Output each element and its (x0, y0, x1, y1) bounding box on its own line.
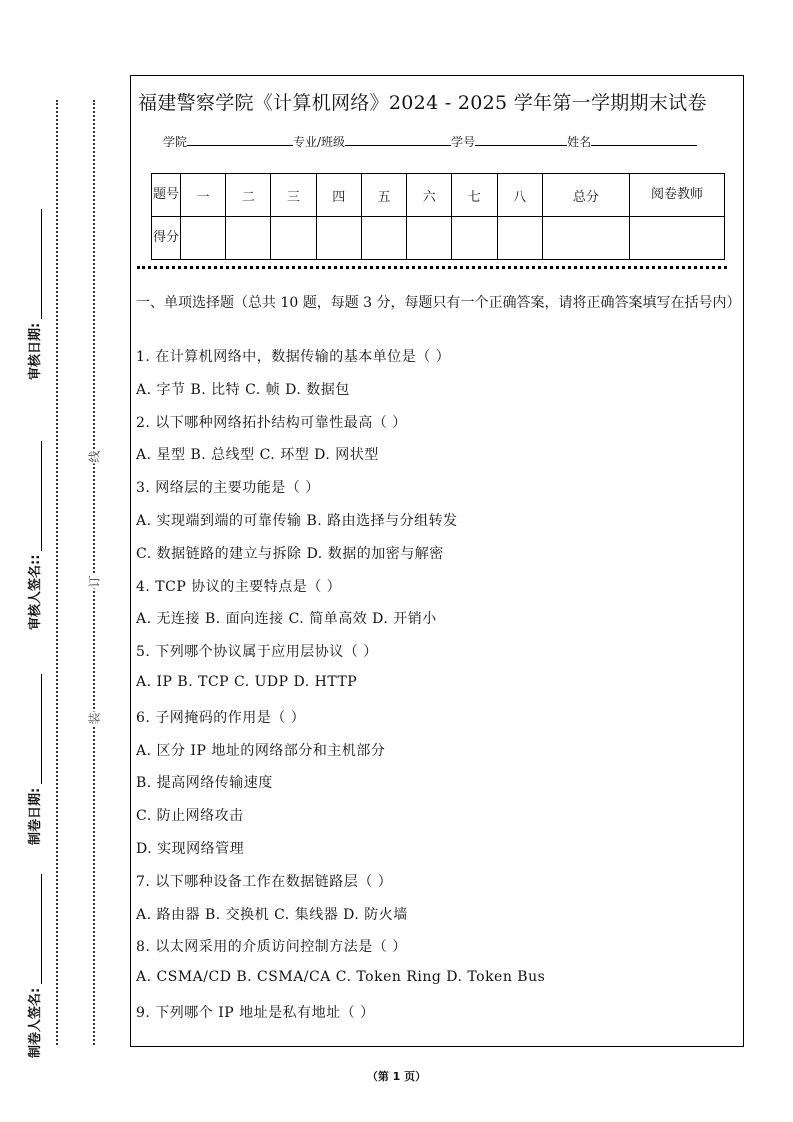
margin-dotted-line-outer (56, 100, 58, 1045)
student-id-field[interactable] (475, 133, 567, 146)
major-field[interactable] (345, 133, 451, 146)
col-3: 三 (271, 174, 316, 217)
question-options: A. 字节 B. 比特 C. 帧 D. 数据包 (136, 381, 350, 398)
score-cell-6[interactable] (407, 217, 452, 260)
score-cell-2[interactable] (226, 217, 271, 260)
col-2: 二 (226, 174, 271, 217)
student-id-label: 学号 (451, 135, 476, 149)
college-label: 学院 (163, 135, 188, 149)
section-1-heading: 一、单项选择题（总共 10 题，每题 3 分，每题只有一个正确答案，请将正确答案填写在括号内） (136, 295, 741, 311)
page-footer: （第 1 页） (366, 1070, 427, 1083)
maker-sign-text: 制卷人签名: (28, 987, 43, 1058)
col-1: 一 (181, 174, 226, 217)
student-info-row (163, 133, 723, 150)
question-options: C. 防止网络攻击 (136, 808, 244, 825)
review-date-line (29, 209, 42, 319)
score-cell-7[interactable] (452, 217, 497, 260)
question-stem: 6. 子网掩码的作用是（ ） (136, 709, 306, 726)
reviewer-sign-line (29, 441, 42, 551)
question-stem: 7. 以下哪种设备工作在数据链路层（ ） (136, 873, 393, 890)
col-5: 五 (361, 174, 406, 217)
row-label-question-no: 题号 (152, 174, 181, 217)
question-options: C. 数据链路的建立与拆除 D. 数据的加密与解密 (136, 545, 444, 562)
question-options: A. 路由器 B. 交换机 C. 集线器 D. 防火墙 (136, 906, 408, 923)
question-options: A. 区分 IP 地址的网络部分和主机部分 (136, 742, 386, 759)
review-date-label (26, 140, 46, 380)
row-label-score: 得分 (152, 217, 181, 260)
review-date-text: 审核日期: (28, 322, 43, 380)
binding-char-xian: 线 (87, 450, 102, 463)
maker-sign-line (29, 874, 42, 984)
question-options: A. IP B. TCP C. UDP D. HTTP (136, 674, 358, 690)
question-options: B. 提高网络传输速度 (136, 775, 273, 792)
made-date-label (26, 605, 46, 845)
col-reviewer: 阅卷教师 (630, 174, 725, 217)
score-cell-3[interactable] (271, 217, 316, 260)
score-table-header-row (152, 174, 725, 217)
question-options: A. CSMA/CD B. CSMA/CA C. Token Ring D. Token Bus (136, 969, 546, 986)
binding-dotted-line (93, 100, 95, 1045)
binding-char-zhuang: 装 (87, 712, 102, 725)
maker-sign-label (26, 818, 46, 1058)
col-6: 六 (407, 174, 452, 217)
name-field[interactable] (591, 133, 697, 146)
col-total: 总分 (542, 174, 629, 217)
reviewer-sign-text: 审核人签名:: (28, 554, 43, 630)
made-date-line (29, 674, 42, 784)
question-stem: 9. 下列哪个 IP 地址是私有地址（ ） (136, 1005, 375, 1021)
col-7: 七 (452, 174, 497, 217)
exam-title: 福建警察学院《计算机网络》2024 - 2025 学年第一学期期末试卷 (138, 92, 707, 114)
question-stem: 3. 网络层的主要功能是（ ） (136, 480, 320, 497)
col-8: 八 (497, 174, 542, 217)
made-date-text: 制卷日期: (28, 787, 43, 845)
question-options: A. 实现端到端的可靠传输 B. 路由选择与分组转发 (136, 513, 458, 529)
question-stem: 1. 在计算机网络中，数据传输的基本单位是（ ） (136, 349, 451, 365)
question-stem: 8. 以太网采用的介质访问控制方法是（ ） (136, 939, 407, 956)
name-label: 姓名 (567, 135, 592, 149)
question-stem: 2. 以下哪种网络拓扑结构可靠性最高（ ） (136, 414, 407, 431)
reviewer-sign-label (26, 390, 46, 630)
score-table (151, 173, 725, 260)
score-cell-8[interactable] (497, 217, 542, 260)
question-stem: 4. TCP 协议的主要特点是（ ） (136, 578, 342, 595)
score-cell-reviewer[interactable] (630, 217, 725, 260)
separator-dotted-line (137, 266, 727, 269)
major-label: 专业/班级 (293, 135, 346, 149)
col-4: 四 (316, 174, 361, 217)
score-cell-4[interactable] (316, 217, 361, 260)
question-stem: 5. 下列哪个协议属于应用层协议（ ） (136, 644, 378, 661)
score-cell-1[interactable] (181, 217, 226, 260)
question-options: A. 无连接 B. 面向连接 C. 简单高效 D. 开销小 (136, 611, 437, 628)
college-field[interactable] (187, 133, 293, 146)
score-cell-total[interactable] (542, 217, 629, 260)
binding-char-ding: 订 (87, 575, 102, 588)
score-table-score-row (152, 217, 725, 260)
question-options: D. 实现网络管理 (136, 841, 245, 857)
score-cell-5[interactable] (361, 217, 406, 260)
question-options: A. 星型 B. 总线型 C. 环型 D. 网状型 (136, 447, 379, 464)
